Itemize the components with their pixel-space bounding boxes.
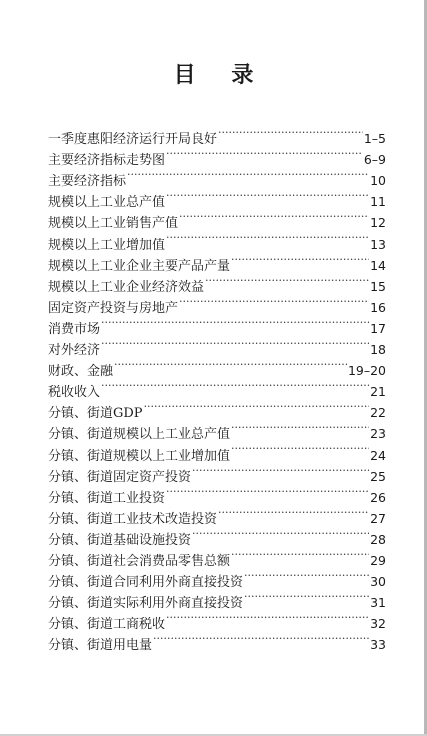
- toc-entry-page-number: 21: [370, 384, 386, 400]
- toc-entry-title: 规模以上工业销售产值: [48, 216, 179, 232]
- toc-entry-title: 分镇、街道基础设施投资: [48, 532, 192, 548]
- toc-entry-title: 税收收入: [48, 385, 101, 401]
- toc-dot-leader: [231, 544, 369, 565]
- toc-entry-page-number: 10: [370, 173, 386, 189]
- toc-entry-title: 主要经济指标走势图: [48, 153, 166, 169]
- page-title: 目 录: [173, 63, 268, 88]
- toc-entry-page-number: 18: [370, 342, 386, 358]
- toc-entry-page-number: 16: [370, 299, 386, 315]
- toc-entry-page-number: 14: [370, 257, 386, 273]
- toc-dot-leader: [101, 375, 369, 396]
- toc-entry-title: 固定资产投资与房地产: [48, 300, 179, 316]
- toc-entry[interactable]: [48, 122, 386, 148]
- toc-dot-leader: [166, 185, 369, 206]
- toc-entry-title: 主要经济指标: [48, 174, 127, 190]
- toc-entry-page-number: 33: [370, 637, 386, 653]
- toc-dot-leader: [218, 122, 363, 143]
- toc-entry-title: 规模以上工业增加值: [48, 237, 166, 253]
- toc-entry-page-number: 28: [370, 531, 386, 547]
- toc-entry-page-number: 27: [370, 510, 386, 526]
- toc-dot-leader: [127, 164, 369, 185]
- toc-dot-leader: [166, 227, 369, 248]
- toc-entry-page-number: 22: [370, 405, 386, 421]
- toc-entry-page-number: 12: [370, 215, 386, 231]
- toc-entry-title: 规模以上工业企业经济效益: [48, 279, 205, 295]
- toc-entry-page-number: 24: [370, 447, 386, 463]
- toc-dot-leader: [231, 438, 369, 459]
- toc-dot-leader: [166, 481, 369, 502]
- toc-entry-page-number: 23: [370, 426, 386, 442]
- toc-entry-page-number: 30: [370, 574, 386, 590]
- toc-entry-page-number: 6–9: [363, 152, 386, 168]
- toc-dot-leader: [192, 460, 369, 481]
- toc-entry-page-number: 11: [370, 194, 386, 210]
- toc-dot-leader: [244, 586, 369, 607]
- toc-entry-title: 规模以上工业总产值: [48, 195, 166, 211]
- toc-dot-leader: [205, 270, 369, 291]
- toc-entry-page-number: 31: [370, 595, 386, 611]
- toc-entry-title: 分镇、街道实际利用外商直接投资: [48, 596, 244, 612]
- toc-entry-title: 分镇、街道社会消费品零售总额: [48, 553, 231, 569]
- toc-dot-leader: [101, 312, 369, 333]
- toc-entry-title: 分镇、街道工商税收: [48, 617, 166, 633]
- toc-dot-leader: [166, 607, 369, 628]
- toc-dot-leader: [144, 396, 370, 417]
- toc-entry-title: 分镇、街道固定资产投资: [48, 469, 192, 485]
- toc-entry-title: 一季度惠阳经济运行开局良好: [48, 132, 218, 148]
- toc-entry-page-number: 1–5: [363, 131, 386, 147]
- toc-entry-page-number: 13: [370, 236, 386, 252]
- toc-dot-leader: [192, 523, 369, 544]
- toc-entry-title: 分镇、街道用电量: [48, 638, 153, 654]
- toc-entry-title: 分镇、街道规模以上工业总产值: [48, 427, 231, 443]
- toc-entry-page-number: 15: [370, 278, 386, 294]
- toc-entry-page-number: 29: [370, 552, 386, 568]
- toc-entry-page-number: 26: [370, 489, 386, 505]
- toc-entry-title: 财政、金融: [48, 364, 114, 380]
- toc-dot-leader: [179, 206, 369, 227]
- toc-entry-title: 规模以上工业企业主要产品产量: [48, 258, 231, 274]
- toc-dot-leader: [231, 249, 369, 270]
- toc-dot-leader: [114, 354, 347, 375]
- toc-entry-title: 对外经济: [48, 343, 101, 359]
- toc-dot-leader: [166, 143, 363, 164]
- toc-dot-leader: [244, 565, 369, 586]
- toc-entry-title: 分镇、街道合同利用外商直接投资: [48, 575, 244, 591]
- toc-entry-title: 分镇、街道工业投资: [48, 490, 166, 506]
- toc-dot-leader: [218, 502, 369, 523]
- toc-entry-title: 分镇、街道GDP: [48, 406, 143, 422]
- toc-entry-page-number: 25: [370, 468, 386, 484]
- toc-entry-title: 分镇、街道工业技术改造投资: [48, 511, 218, 527]
- toc-entry-title: 分镇、街道规模以上工业增加值: [48, 448, 231, 464]
- toc-dot-leader: [153, 628, 369, 649]
- toc-entry-page-number: 32: [370, 616, 386, 632]
- toc-entry-page-number: 19–20: [347, 363, 386, 379]
- toc-dot-leader: [231, 417, 369, 438]
- toc-entry-title: 消费市场: [48, 321, 101, 337]
- toc-dot-leader: [101, 333, 369, 354]
- table-of-contents: [48, 122, 386, 654]
- toc-dot-leader: [179, 291, 369, 312]
- toc-entry-page-number: 17: [370, 320, 386, 336]
